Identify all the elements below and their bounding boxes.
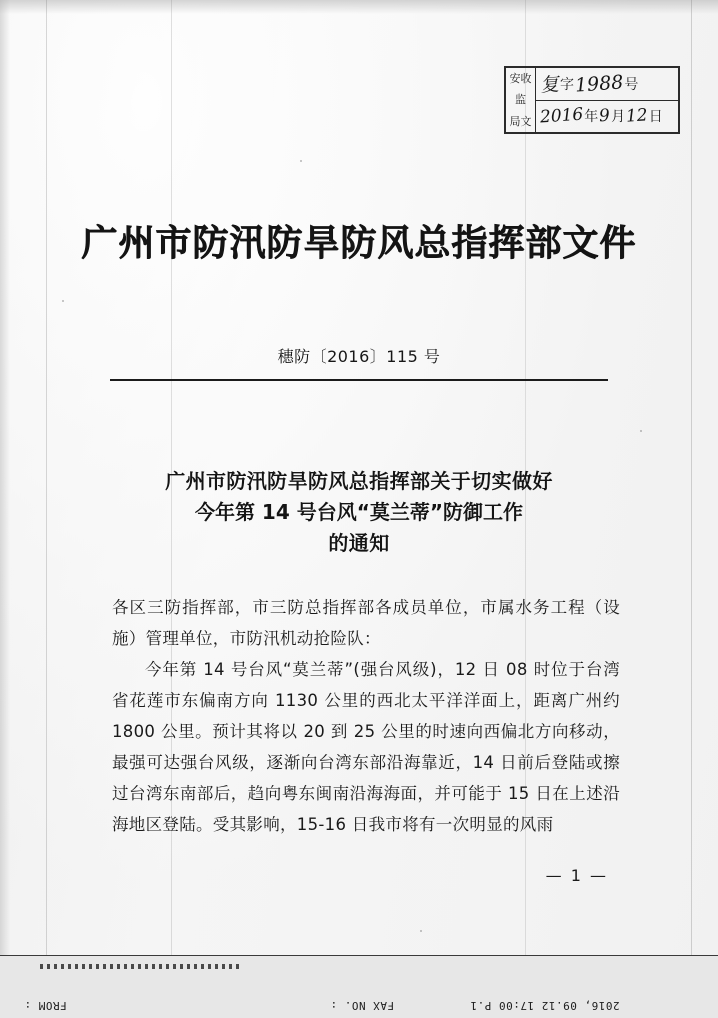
fax-footer-strip [0,955,718,1018]
stamp-date-day-label: 日 [648,109,663,126]
stamp-serial-char: 字 [560,76,575,93]
stamp-serial-row [536,68,678,101]
document-title-line-3: 的通知 [328,531,390,555]
document-masthead: 广州市防汛防旱防风总指挥部文件 [81,223,637,264]
stamp-serial-number: 1988 [574,71,625,97]
stamp-serial-suffix: 号 [624,76,639,93]
stamp-date-month: 9 [598,105,611,127]
fax-timestamp: 2016, 09.12 17:00 P.1 [470,999,620,1012]
stamp-agency-label [506,68,536,132]
document-title-line-2: 今年第 14 号台风“莫兰蒂”防御工作 [194,500,524,524]
scan-speck [300,160,302,162]
scan-crease-line [691,0,692,1018]
stamp-label-line-3: 局文 [509,114,532,128]
document-title [108,466,610,559]
fax-from-label: FROM : [24,999,67,1012]
document-number: 穗防〔2016〕115 号 [277,347,441,366]
stamp-date-day: 12 [625,105,649,127]
scan-speck [180,760,182,762]
scan-edge-shadow-top [0,0,718,14]
stamp-date-row [536,101,678,133]
scan-speck [640,430,642,432]
fax-number-label: FAX NO. : [330,999,395,1012]
body-paragraph-1: 今年第 14 号台风“莫兰蒂”(强台风级)，12 日 08 时位于台湾省花莲市东偏南方向 1130 公里的西北太平洋洋面上，距离广州约 1800 公里。预计其将以 20 到 25 公里的时速向西偏北方向移动，最强可达强台风级，逐渐向台湾东部沿海靠近，14 日前后登陆或擦过台湾东南部后，趋向粤东闽南沿海海面，并可能于 15 日在上述沿海地区登陆。受其影响，15-16 日我市将有一次明显的风雨 [112,660,620,834]
document-body [112,592,620,840]
page-number: — 1 — [545,866,608,885]
stamp-label-line-1: 安收 [509,72,532,86]
stamp-label-line-2: 监 [515,93,526,107]
stamp-serial-handwriting: 复 [539,73,560,97]
registration-stamp-box [504,66,680,134]
stamp-date-year-label: 年 [584,109,599,126]
stamp-date-month-label: 月 [611,109,626,126]
body-salutation: 各区三防指挥部，市三防总指挥部各成员单位，市属水务工程（设施）管理单位，市防汛机动抢险队： [112,598,620,648]
stamp-fields [536,68,678,132]
scan-speck [62,300,64,302]
scan-speck [420,930,422,932]
stamp-date-year: 2016 [539,104,584,128]
document-title-line-1: 广州市防汛防旱防风总指挥部关于切实做好 [165,469,553,493]
fax-dot-pattern [40,964,240,969]
masthead-divider [110,379,608,381]
